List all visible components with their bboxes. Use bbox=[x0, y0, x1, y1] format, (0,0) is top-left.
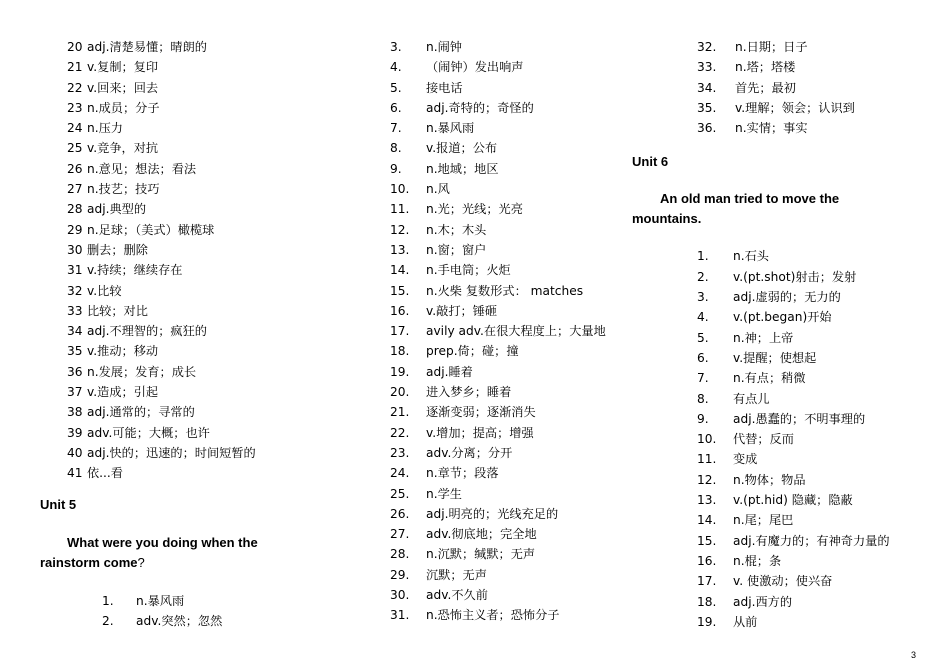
vocab-entry bbox=[384, 443, 634, 463]
vocab-entry bbox=[632, 98, 932, 118]
vocab-entry bbox=[384, 463, 634, 483]
entry-definition: v.比较 bbox=[87, 283, 122, 298]
vocab-entry bbox=[384, 240, 634, 260]
entry-definition: v.提醒；使想起 bbox=[733, 350, 817, 365]
entry-definition: n.神；上帝 bbox=[733, 330, 794, 345]
unit-5-title-line1: What were you doing when the bbox=[67, 534, 258, 550]
vocab-entry bbox=[384, 382, 634, 402]
unit-6-title-cont bbox=[632, 209, 932, 229]
entry-number: 37 bbox=[67, 385, 83, 400]
unit-5-title-line2: rainstorm come bbox=[40, 554, 138, 570]
vocab-entry bbox=[40, 281, 340, 301]
entry-number: 20. bbox=[390, 385, 410, 400]
vocab-entry bbox=[384, 138, 634, 158]
entry-number: 2. bbox=[697, 269, 709, 284]
entry-number: 4. bbox=[390, 60, 402, 75]
entry-number: 23 bbox=[67, 100, 83, 115]
vocab-entry bbox=[632, 57, 932, 77]
vocab-list-unit5-end bbox=[632, 37, 932, 138]
entry-definition: n.塔；塔楼 bbox=[735, 60, 796, 75]
vocab-entry bbox=[632, 531, 932, 551]
entry-number: 25. bbox=[390, 486, 410, 501]
vocab-list-unit5 bbox=[40, 591, 340, 632]
entry-definition: adj.典型的 bbox=[87, 202, 147, 217]
entry-number: 26 bbox=[67, 161, 83, 176]
entry-number: 8. bbox=[697, 391, 709, 406]
vocab-entry bbox=[632, 449, 932, 469]
vocab-entry bbox=[632, 490, 932, 510]
entry-number: 5. bbox=[697, 330, 709, 345]
entry-number: 34. bbox=[697, 80, 717, 95]
entry-definition: n.沉默；缄默；无声 bbox=[426, 547, 536, 562]
entry-definition: n.物体；物品 bbox=[733, 472, 806, 487]
entry-definition: 依...看 bbox=[87, 466, 123, 481]
vocab-entry bbox=[384, 199, 634, 219]
entry-definition: 代替；反而 bbox=[733, 432, 794, 447]
entry-definition: adj.睡着 bbox=[426, 364, 473, 379]
entry-definition: v.持续；继续存在 bbox=[87, 263, 183, 278]
entry-number: 7. bbox=[390, 121, 402, 136]
vocab-entry bbox=[40, 260, 340, 280]
entry-number: 10. bbox=[697, 432, 717, 447]
vocab-entry bbox=[632, 348, 932, 368]
vocab-entry bbox=[40, 118, 340, 138]
unit-6-heading: Unit 6 bbox=[632, 154, 669, 170]
entry-number: 1. bbox=[697, 249, 709, 264]
entry-definition: v.(pt.shot)射击；发射 bbox=[733, 269, 857, 284]
entry-definition: 变成 bbox=[733, 452, 758, 467]
entry-number: 36 bbox=[67, 364, 83, 379]
unit-6-title-line1: An old man tried to move the bbox=[660, 191, 840, 207]
vocab-entry bbox=[40, 57, 340, 77]
entry-number: 39 bbox=[67, 425, 83, 440]
entry-number: 30. bbox=[390, 588, 410, 603]
entry-number: 6. bbox=[390, 100, 402, 115]
column-middle bbox=[384, 37, 634, 626]
entry-definition: n.暴风雨 bbox=[426, 121, 475, 136]
vocab-entry bbox=[384, 544, 634, 564]
vocab-entry bbox=[40, 362, 340, 382]
vocab-entry bbox=[632, 118, 932, 138]
vocab-entry bbox=[40, 301, 340, 321]
vocab-entry bbox=[40, 199, 340, 219]
entry-definition: n.地域；地区 bbox=[426, 161, 499, 176]
entry-definition: adv.彻底地；完全地 bbox=[426, 527, 537, 542]
entry-number: 27 bbox=[67, 182, 83, 197]
vocab-entry bbox=[632, 592, 932, 612]
entry-number: 29 bbox=[67, 222, 83, 237]
entry-definition: n.火柴 复数形式： matches bbox=[426, 283, 584, 298]
entry-definition: v.竞争，对抗 bbox=[87, 141, 159, 156]
entry-number: 23. bbox=[390, 445, 410, 460]
vocab-entry bbox=[632, 307, 932, 327]
entry-definition: n.光；光线；光亮 bbox=[426, 202, 523, 217]
vocab-entry bbox=[384, 159, 634, 179]
entry-definition: n.有点；稍微 bbox=[733, 371, 806, 386]
entry-number: 4. bbox=[697, 310, 709, 325]
vocab-entry bbox=[40, 240, 340, 260]
entry-number: 29. bbox=[390, 567, 410, 582]
vocab-entry bbox=[40, 138, 340, 158]
vocab-list-unit5-cont bbox=[384, 37, 634, 626]
entry-number: 28. bbox=[390, 547, 410, 562]
unit-5-title-cont bbox=[40, 553, 340, 573]
vocab-entry bbox=[384, 484, 634, 504]
vocab-entry bbox=[632, 409, 932, 429]
entry-definition: n.恐怖主义者；恐怖分子 bbox=[426, 608, 560, 623]
entry-number: 22 bbox=[67, 80, 83, 95]
vocab-entry bbox=[384, 321, 634, 341]
entry-number: 14. bbox=[390, 263, 410, 278]
entry-number: 17. bbox=[697, 574, 717, 589]
entry-definition: adj.快的；迅速的；时间短暂的 bbox=[87, 445, 256, 460]
entry-number: 26. bbox=[390, 506, 410, 521]
entry-definition: n.棍；条 bbox=[733, 553, 782, 568]
vocab-entry bbox=[40, 341, 340, 361]
entry-number: 2. bbox=[102, 613, 114, 628]
entry-definition: v.报道；公布 bbox=[426, 141, 498, 156]
entry-definition: adv.不久前 bbox=[426, 588, 488, 603]
entry-number: 13. bbox=[390, 242, 410, 257]
entry-number: 35 bbox=[67, 344, 83, 359]
entry-number: 40 bbox=[67, 445, 83, 460]
vocab-entry bbox=[384, 281, 634, 301]
entry-definition: adj.愚蠢的；不明事理的 bbox=[733, 411, 866, 426]
entry-number: 12. bbox=[390, 222, 410, 237]
entry-definition: v.敲打；锤砸 bbox=[426, 303, 498, 318]
entry-definition: v.造成；引起 bbox=[87, 385, 159, 400]
entry-number: 19. bbox=[697, 614, 717, 629]
entry-definition: 首先；最初 bbox=[735, 80, 796, 95]
vocab-entry bbox=[632, 389, 932, 409]
entry-definition: n.压力 bbox=[87, 121, 123, 136]
vocab-entry bbox=[40, 98, 340, 118]
entry-number: 5. bbox=[390, 80, 402, 95]
entry-definition: 比较；对比 bbox=[87, 303, 148, 318]
entry-definition: n.闹钟 bbox=[426, 40, 462, 54]
vocab-entry bbox=[632, 470, 932, 490]
entry-definition: 逐渐变弱；逐渐消失 bbox=[426, 405, 536, 420]
entry-definition: n.意见；想法；看法 bbox=[87, 161, 197, 176]
entry-definition: n.手电筒；火炬 bbox=[426, 263, 511, 278]
entry-number: 28 bbox=[67, 202, 83, 217]
entry-definition: n.成员；分子 bbox=[87, 100, 160, 115]
vocab-entry bbox=[384, 98, 634, 118]
vocab-entry bbox=[632, 612, 932, 632]
entry-definition: v.(pt.began)开始 bbox=[733, 310, 832, 325]
entry-number: 7. bbox=[697, 371, 709, 386]
column-right bbox=[632, 37, 932, 632]
vocab-entry bbox=[384, 605, 634, 625]
entry-number: 13. bbox=[697, 493, 717, 508]
entry-number: 33. bbox=[697, 60, 717, 75]
entry-definition: 接电话 bbox=[426, 80, 463, 95]
entry-number: 27. bbox=[390, 527, 410, 542]
entry-number: 17. bbox=[390, 324, 410, 339]
vocab-entry bbox=[632, 328, 932, 348]
entry-definition: adv.突然；忽然 bbox=[136, 613, 223, 628]
vocab-entry bbox=[632, 429, 932, 449]
entry-definition: adj.通常的；寻常的 bbox=[87, 405, 195, 420]
entry-number: 1. bbox=[102, 593, 114, 608]
entry-number: 18. bbox=[390, 344, 410, 359]
vocab-entry bbox=[40, 402, 340, 422]
entry-definition: adj.有魔力的；有神奇力量的 bbox=[733, 533, 890, 548]
entry-number: 11. bbox=[697, 452, 717, 467]
entry-definition: adj.清楚易懂；晴朗的 bbox=[87, 40, 207, 54]
vocab-entry bbox=[40, 611, 340, 631]
entry-definition: n.窗；窗户 bbox=[426, 242, 487, 257]
entry-number: 19. bbox=[390, 364, 410, 379]
vocab-entry bbox=[632, 287, 932, 307]
vocab-entry bbox=[632, 551, 932, 571]
vocab-entry bbox=[384, 301, 634, 321]
vocab-entry bbox=[40, 78, 340, 98]
entry-definition: v.复制；复印 bbox=[87, 60, 159, 75]
entry-number: 33 bbox=[67, 303, 83, 318]
vocab-entry bbox=[40, 179, 340, 199]
entry-number: 21 bbox=[67, 60, 83, 75]
unit-6-title bbox=[632, 189, 932, 209]
unit-6-title-line2: mountains. bbox=[632, 211, 702, 227]
vocab-entry bbox=[40, 591, 340, 611]
entry-definition: 沉默；无声 bbox=[426, 567, 487, 582]
entry-definition: 从前 bbox=[733, 614, 758, 629]
entry-number: 18. bbox=[697, 594, 717, 609]
vocab-entry bbox=[632, 510, 932, 530]
entry-number: 8. bbox=[390, 141, 402, 156]
entry-definition: prep.倚；碰；撞 bbox=[426, 344, 519, 359]
entry-definition: n.木；木头 bbox=[426, 222, 487, 237]
entry-definition: （闹钟）发出响声 bbox=[426, 60, 524, 75]
unit-5-title bbox=[40, 533, 340, 553]
entry-number: 35. bbox=[697, 100, 717, 115]
vocab-entry bbox=[384, 585, 634, 605]
entry-number: 32 bbox=[67, 283, 83, 298]
entry-definition: n.日期；日子 bbox=[735, 40, 808, 54]
entry-number: 24 bbox=[67, 121, 83, 136]
vocab-entry bbox=[40, 382, 340, 402]
entry-definition: n.学生 bbox=[426, 486, 462, 501]
entry-number: 14. bbox=[697, 513, 717, 528]
entry-number: 21. bbox=[390, 405, 410, 420]
entry-number: 25 bbox=[67, 141, 83, 156]
vocab-entry bbox=[632, 368, 932, 388]
entry-number: 11. bbox=[390, 202, 410, 217]
entry-definition: n.章节；段落 bbox=[426, 466, 499, 481]
vocab-entry bbox=[40, 443, 340, 463]
vocab-list-unit4 bbox=[40, 37, 340, 484]
entry-number: 24. bbox=[390, 466, 410, 481]
vocab-entry bbox=[384, 341, 634, 361]
entry-definition: adj.西方的 bbox=[733, 594, 793, 609]
entry-definition: n.尾；尾巴 bbox=[733, 513, 794, 528]
column-left bbox=[40, 37, 340, 631]
entry-definition: v.(pt.hid) 隐藏；隐蔽 bbox=[733, 493, 853, 508]
entry-number: 16. bbox=[697, 553, 717, 568]
entry-definition: 进入梦乡；睡着 bbox=[426, 385, 512, 400]
unit-5-heading: Unit 5 bbox=[40, 496, 77, 512]
vocab-entry bbox=[384, 78, 634, 98]
unit-5-title-qmark: ? bbox=[137, 554, 145, 570]
entry-number: 38 bbox=[67, 405, 83, 420]
vocab-entry bbox=[40, 220, 340, 240]
entry-number: 31. bbox=[390, 608, 410, 623]
entry-number: 22. bbox=[390, 425, 410, 440]
entry-definition: v.理解；领会；认识到 bbox=[735, 100, 855, 115]
vocab-entry bbox=[632, 267, 932, 287]
vocab-entry bbox=[40, 159, 340, 179]
vocab-entry bbox=[384, 565, 634, 585]
entry-number: 9. bbox=[390, 161, 402, 176]
entry-number: 20 bbox=[67, 40, 83, 54]
entry-number: 9. bbox=[697, 411, 709, 426]
vocab-entry bbox=[384, 402, 634, 422]
entry-definition: adv.可能；大概；也许 bbox=[87, 425, 210, 440]
entry-number: 16. bbox=[390, 303, 410, 318]
vocab-entry bbox=[384, 524, 634, 544]
entry-definition: v.推动；移动 bbox=[87, 344, 159, 359]
entry-number: 36. bbox=[697, 121, 717, 136]
entry-number: 6. bbox=[697, 350, 709, 365]
entry-definition: avily adv.在很大程度上；大量地 bbox=[426, 324, 606, 339]
entry-definition: adj.奇特的；奇怪的 bbox=[426, 100, 534, 115]
entry-number: 15. bbox=[390, 283, 410, 298]
entry-definition: v. 使激动；使兴奋 bbox=[733, 574, 833, 589]
entry-definition: n.足球；（美式）橄榄球 bbox=[87, 222, 215, 237]
entry-definition: v.增加；提高；增强 bbox=[426, 425, 534, 440]
entry-definition: n.石头 bbox=[733, 249, 769, 264]
vocab-entry bbox=[40, 321, 340, 341]
entry-definition: 有点儿 bbox=[733, 391, 770, 406]
entry-number: 12. bbox=[697, 472, 717, 487]
vocab-entry bbox=[384, 423, 634, 443]
entry-number: 41 bbox=[67, 466, 83, 481]
entry-definition: n.实情；事实 bbox=[735, 121, 808, 136]
entry-number: 3. bbox=[390, 40, 402, 54]
entry-number: 34 bbox=[67, 324, 83, 339]
vocab-entry bbox=[40, 423, 340, 443]
vocab-entry bbox=[632, 37, 932, 57]
vocab-entry bbox=[384, 179, 634, 199]
vocab-entry bbox=[40, 463, 340, 483]
entry-number: 10. bbox=[390, 182, 410, 197]
vocab-list-unit6 bbox=[632, 246, 932, 632]
page-number: 3 bbox=[910, 650, 916, 660]
vocab-entry bbox=[384, 118, 634, 138]
entry-definition: 删去；删除 bbox=[87, 242, 148, 257]
entry-number: 32. bbox=[697, 40, 717, 54]
entry-number: 3. bbox=[697, 290, 709, 305]
vocab-entry bbox=[384, 362, 634, 382]
vocab-entry bbox=[384, 220, 634, 240]
vocab-entry bbox=[384, 260, 634, 280]
entry-definition: adj.虚弱的；无力的 bbox=[733, 290, 841, 305]
entry-definition: adj.明亮的；光线充足的 bbox=[426, 506, 559, 521]
entry-number: 15. bbox=[697, 533, 717, 548]
entry-definition: n.发展；发育；成长 bbox=[87, 364, 197, 379]
vocab-entry bbox=[632, 78, 932, 98]
vocab-entry bbox=[384, 37, 634, 57]
entry-definition: n.风 bbox=[426, 182, 450, 197]
vocab-entry bbox=[632, 571, 932, 591]
vocab-entry bbox=[384, 504, 634, 524]
entry-definition: n.技艺；技巧 bbox=[87, 182, 160, 197]
vocab-entry bbox=[632, 246, 932, 266]
entry-definition: n.暴风雨 bbox=[136, 593, 185, 608]
entry-definition: v.回来；回去 bbox=[87, 80, 159, 95]
vocab-entry bbox=[40, 37, 340, 57]
vocab-entry bbox=[384, 57, 634, 77]
entry-number: 31 bbox=[67, 263, 83, 278]
entry-definition: adv.分离；分开 bbox=[426, 445, 513, 460]
entry-definition: adj.不理智的；疯狂的 bbox=[87, 324, 207, 339]
entry-number: 30 bbox=[67, 242, 83, 257]
